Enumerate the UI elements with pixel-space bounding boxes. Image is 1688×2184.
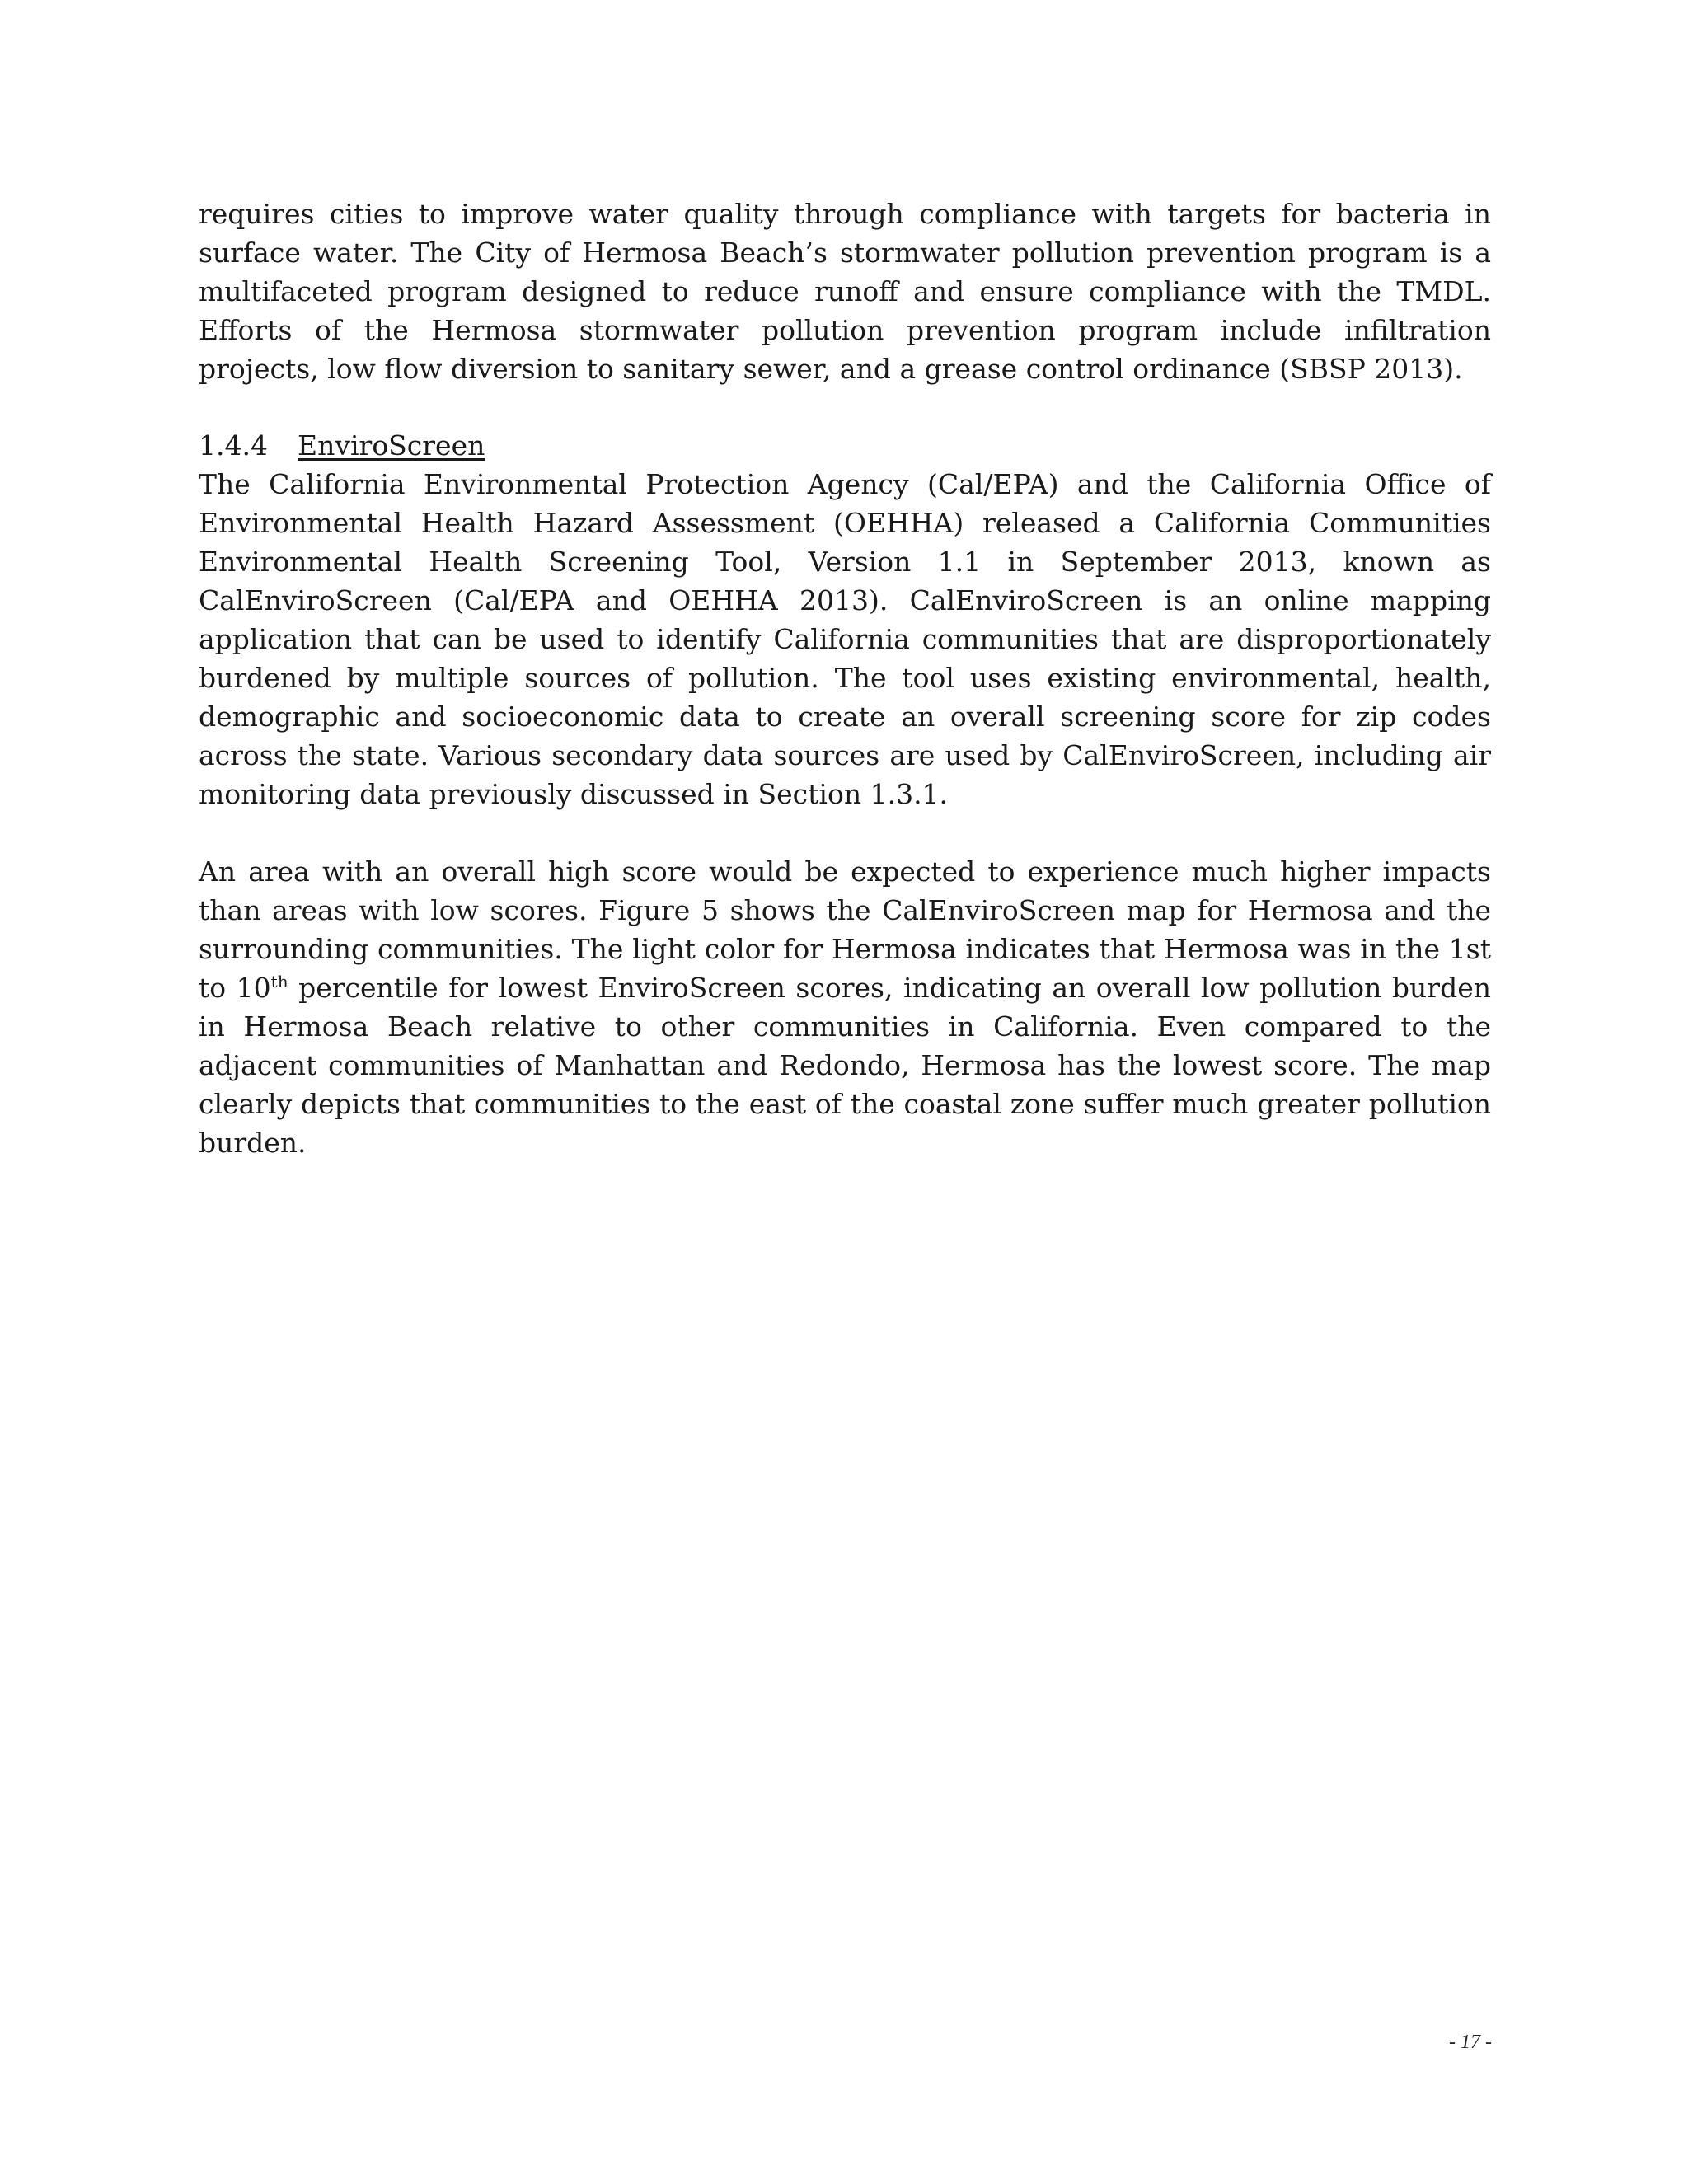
paragraph-calenviroscreen-description: The California Environmental Protection Agency (Cal/EPA) and the California Office of Environmental Health Hazard Assessment (OEHHA) released a California Communities Environmental Health Screening Tool, Version 1.1 in September 2013, known as CalEnviroScreen (Cal/EPA and OEHHA 2013). CalEnviroScreen is an online mapping application that can be used to identify California communities that are disproportionately burdened by multiple sources of pollution. The tool uses existing environmental, health, demographic and socioeconomic data to create an overall screening score for zip codes across the state. Various secondary data sources are used by CalEnviroScreen, including air monitoring data previously discussed in Section 1.3.1. xyxy=(199,468,1491,810)
paragraph-enviroscreen-results xyxy=(199,852,1491,1162)
page-number: - 17 - xyxy=(1449,2032,1492,2053)
results-text-part-1: An area with an overall high score would be expected to experience much higher impacts than areas with low scores. Figure 5 shows the CalEnviroScreen map for Hermosa and the surrounding communities. The light color for Hermosa indicates that Hermosa was in the 1st to 10 xyxy=(199,855,1491,1004)
results-text-part-2: percentile for lowest EnviroScreen scores, indicating an overall low pollution burden in Hermosa Beach relative to other communities in California. Even compared to the adjacent communities of Manhattan and Redondo, Hermosa has the lowest score. The map clearly depicts that communities to the east of the coastal zone suffer much greater pollution burden. xyxy=(199,972,1491,1159)
ordinal-superscript: th xyxy=(270,972,288,991)
section-heading-enviroscreen xyxy=(199,426,1491,465)
document-content xyxy=(199,194,1491,1162)
section-number: 1.4.4 xyxy=(199,429,268,462)
section-title: EnviroScreen xyxy=(298,429,485,462)
paragraph-stormwater-program: requires cities to improve water quality through compliance with targets for bacteria in surface water. The City of Hermosa Beach’s stormwater pollution prevention program is a multifaceted program designed to reduce runoff and ensure compliance with the TMDL. Efforts of the Hermosa stormwater pollution prevention program include infiltration projects, low flow diversion to sanitary sewer, and a grease control ordinance (SBSP 2013). xyxy=(199,198,1491,385)
